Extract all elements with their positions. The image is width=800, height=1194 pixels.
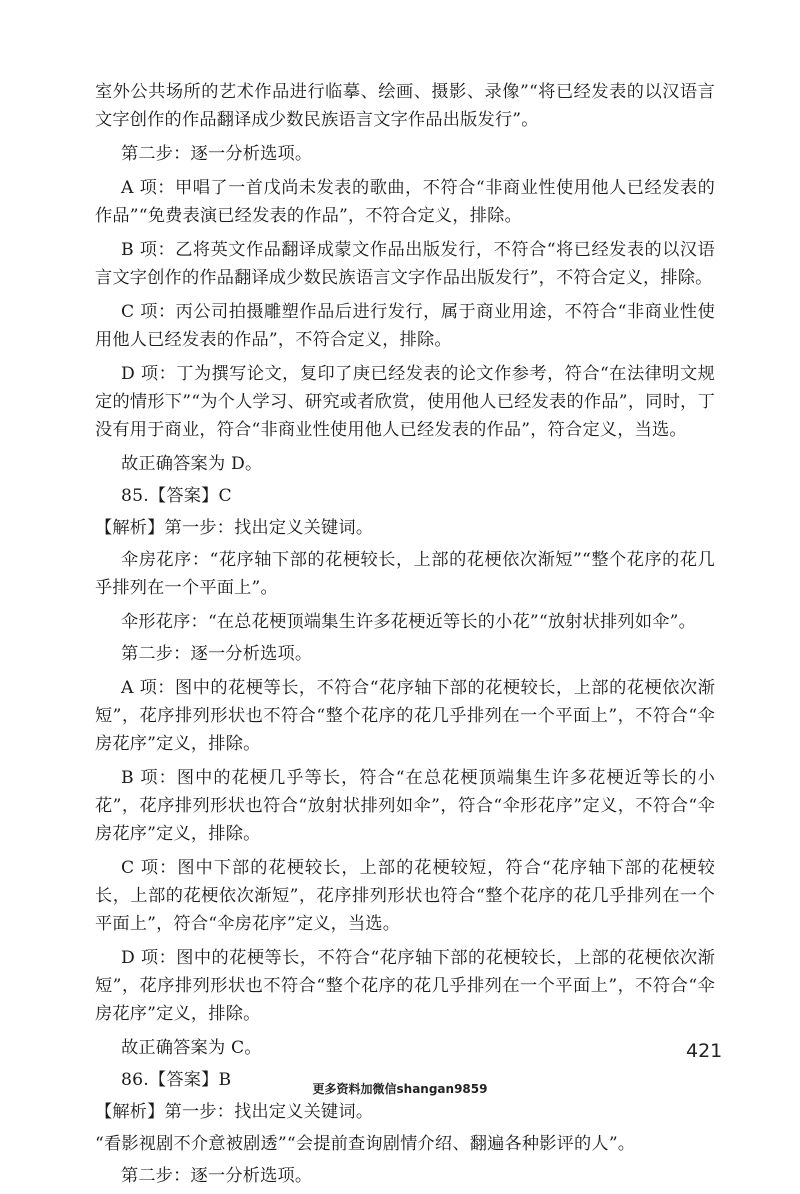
page-body	[95, 78, 715, 1194]
paragraph-step-two-86: 第二步：逐一分析选项。	[121, 1166, 313, 1186]
paragraph-85-option-c: C 项：图中下部的花梗较长，上部的花梗较短，符合“花序轴下部的花梗较长，上部的花梗依次渐短”，花序排列形状也符合“整个花序的花几乎排列在一个平面上”，符合“伞房花序”定义，当选。	[95, 858, 715, 934]
paragraph-definition-umbel: 伞形花序：“在总花梗顶端集生许多花梗近等长的小花”“放射状排列如伞”。	[121, 612, 696, 632]
paragraph-analysis-85: 【解析】第一步：找出定义关键词。	[95, 518, 374, 538]
paragraph-option-d: D 项：丁为撰写论文，复印了庚已经发表的论文作参考，符合“在法律明文规定的情形下”“为个人学习、研究或者欣赏，使用他人已经发表的作品”，同时，丁没有用于商业，符合“非商业性使用他人已经发表的作品”，符合定义，当选。	[95, 364, 715, 440]
footer-note: 更多资料加微信shangan9859	[312, 1082, 488, 1096]
paragraph-answer-84: 故正确答案为 D。	[121, 454, 263, 474]
page-number: 421	[686, 1040, 723, 1062]
paragraph-85-option-d: D 项：图中的花梗等长，不符合“花序轴下部的花梗较长，上部的花梗依次渐短”，花序排列形状也不符合“整个花序的花几乎排列在一个平面上”，不符合“伞房花序”定义，排除。	[95, 948, 715, 1024]
paragraph-85-option-a: A 项：图中的花梗等长，不符合“花序轴下部的花梗较长，上部的花梗依次渐短”，花序排列形状也不符合“整个花序的花几乎排列在一个平面上”，不符合“伞房花序”定义，排除。	[95, 678, 715, 754]
paragraph-analysis-86: 【解析】第一步：找出定义关键词。	[95, 1102, 374, 1122]
paragraph-step-two: 第二步：逐一分析选项。	[121, 144, 313, 164]
paragraph-option-c: C 项：丙公司拍摄雕塑作品后进行发行，属于商业用途，不符合“非商业性使用他人已经发表的作品”，不符合定义，排除。	[95, 302, 715, 350]
heading-question-86: 86.【答案】B	[121, 1070, 232, 1090]
paragraph-answer-85: 故正确答案为 C。	[121, 1038, 262, 1058]
paragraph-keywords-86: “看影视剧不介意被剧透”“会提前查询剧情介绍、翻遍各种影评的人”。	[95, 1134, 636, 1154]
heading-question-85: 85.【答案】C	[121, 486, 232, 506]
paragraph-85-option-b: B 项：图中的花梗几乎等长，符合“在总花梗顶端集生许多花梗近等长的小花”，花序排列形状也符合“放射状排列如伞”，符合“伞形花序”定义，不符合“伞房花序”定义，排除。	[95, 768, 715, 844]
paragraph-definition-corymb: 伞房花序：“花序轴下部的花梗较长，上部的花梗依次渐短”“整个花序的花几乎排列在一个平面上”。	[95, 550, 715, 598]
paragraph-option-b: B 项：乙将英文作品翻译成蒙文作品出版发行，不符合“将已经发表的以汉语言文字创作的作品翻译成少数民族语言文字作品出版发行”，不符合定义，排除。	[95, 240, 715, 288]
paragraph-continuation: 室外公共场所的艺术作品进行临摹、绘画、摄影、录像”“将已经发表的以汉语言文字创作的作品翻译成少数民族语言文字作品出版发行”。	[95, 82, 715, 130]
paragraph-option-a: A 项：甲唱了一首戊尚未发表的歌曲，不符合“非商业性使用他人已经发表的作品”“免费表演已经发表的作品”，不符合定义，排除。	[95, 178, 715, 226]
paragraph-step-two-85: 第二步：逐一分析选项。	[121, 644, 313, 664]
